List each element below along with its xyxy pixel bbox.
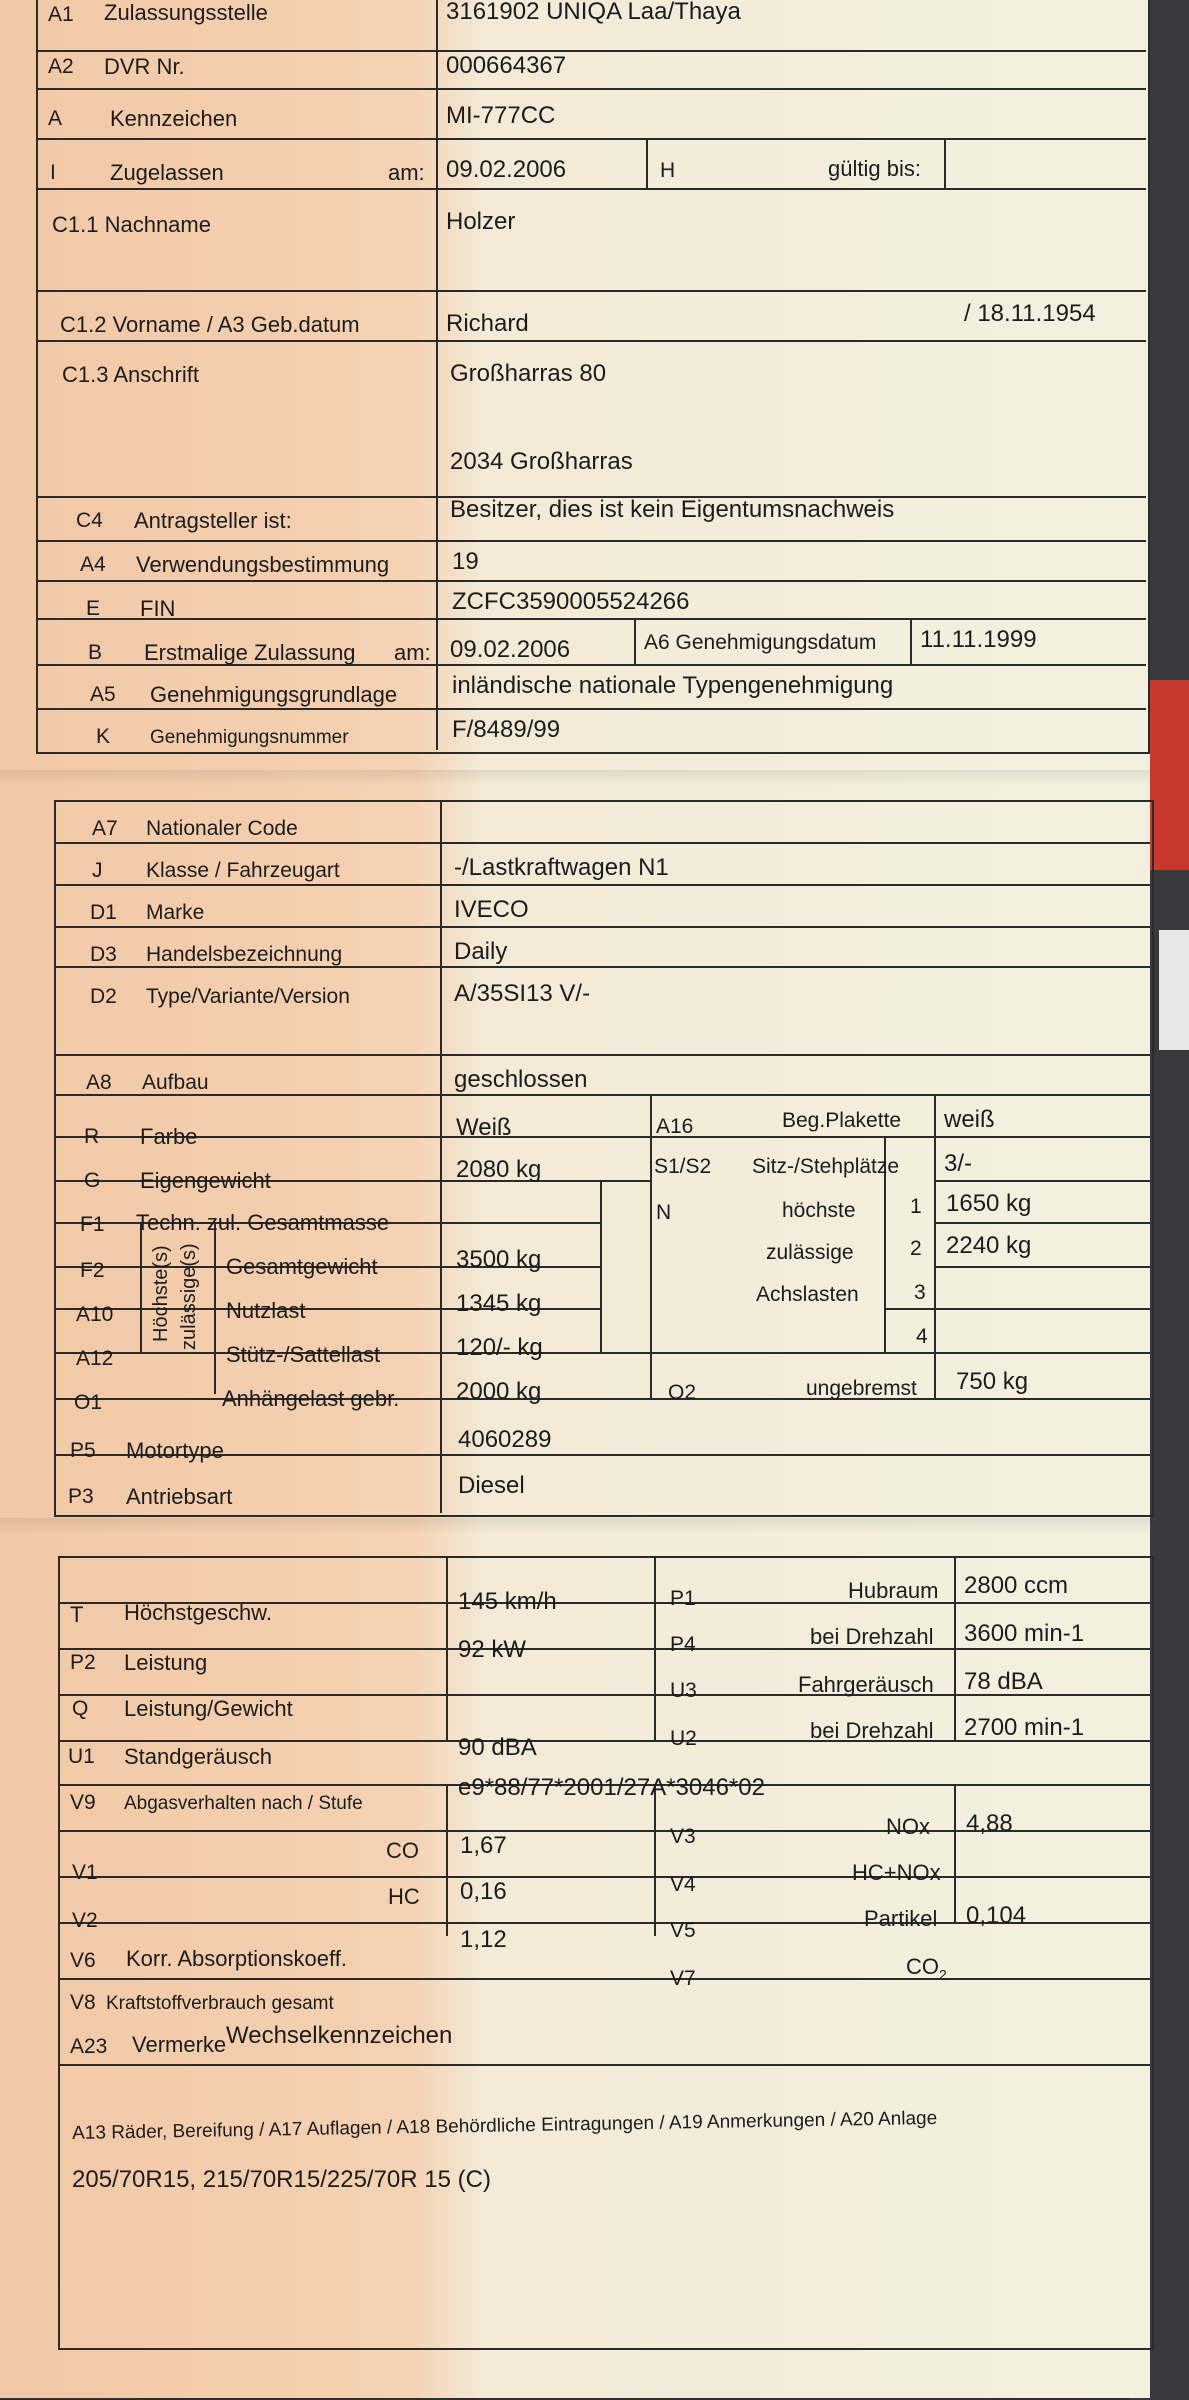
value-geburtsdatum: / 18.11.1954	[964, 300, 1096, 327]
label-genehmigungsdatum: A6 Genehmigungsdatum	[644, 631, 877, 654]
value-zulassungsstelle: 3161902 UNIQA Laa/Thaya	[446, 0, 741, 25]
value-antriebsart: Diesel	[458, 1472, 525, 1499]
value-vermerke: Wechselkennzeichen	[226, 2022, 453, 2049]
label-drehzahl-geraeusch: bei Drehzahl	[810, 1718, 934, 1743]
code-a23: A23	[70, 2035, 108, 2058]
code-p1: P1	[670, 1587, 696, 1610]
label-fahrgeraeusch: Fahrgeräusch	[798, 1672, 934, 1697]
value-leistung: 92 kW	[458, 1636, 527, 1663]
value-aufbau: geschlossen	[454, 1066, 588, 1093]
label-hoechstgeschw: Höchstgeschw.	[124, 1600, 272, 1625]
code-a: A	[48, 107, 63, 130]
code-r: R	[84, 1125, 100, 1148]
value-klasse: -/Lastkraftwagen N1	[454, 854, 669, 881]
code-u1: U1	[68, 1745, 95, 1768]
value-sitzplaetze: 3/-	[944, 1150, 973, 1177]
value-fin: ZCFC3590005524266	[452, 588, 690, 615]
axle-1-no: 1	[910, 1195, 922, 1218]
label-gesamtgewicht: Gesamtgewicht	[226, 1254, 378, 1279]
code-k: K	[96, 725, 111, 748]
value-antragsteller: Besitzer, dies ist kein Eigentumsnachweis	[450, 496, 895, 523]
document-section-2	[0, 770, 1150, 1525]
label-nationaler-code: Nationaler Code	[146, 817, 298, 840]
code-h: H	[660, 159, 676, 182]
label-co2-main: CO	[906, 1954, 939, 1979]
value-marke: IVECO	[454, 896, 529, 923]
label-beg-plakette: Beg.Plakette	[782, 1109, 902, 1132]
value-vorname: Richard	[446, 310, 529, 337]
label-nox: NOx	[886, 1814, 930, 1839]
label-hc: HC	[388, 1884, 420, 1909]
value-hubraum: 2800 ccm	[964, 1572, 1069, 1599]
value-nachname: Holzer	[446, 208, 516, 235]
code-p4: P4	[670, 1633, 696, 1656]
value-zugelassen-date: 09.02.2006	[446, 156, 567, 183]
code-e: E	[86, 597, 101, 620]
value-genehmigungsnummer: F/8489/99	[452, 716, 561, 743]
value-genehmigungsgrundlage: inländische nationale Typengenehmigung	[452, 672, 894, 699]
value-farbe: Weiß	[456, 1114, 512, 1141]
axle-3-no: 3	[914, 1281, 926, 1304]
value-anschrift-ort: 2034 Großharras	[450, 448, 633, 475]
label-anhaengelast: Anhängelast gebr.	[222, 1386, 400, 1411]
label-leistung: Leistung	[124, 1650, 208, 1675]
value-stuetzlast: 120/- kg	[456, 1334, 543, 1361]
code-a1: A1	[48, 3, 74, 26]
value-beg-plakette: weiß	[944, 1106, 995, 1133]
code-a2: A2	[48, 55, 74, 78]
value-drehzahl-geraeusch: 2700 min-1	[964, 1714, 1085, 1741]
code-t: T	[70, 1602, 84, 1627]
label-a13-raeder-bereifung: A13 Räder, Bereifung / A17 Auflagen / A18 Behördliche Eintragungen / A19 Anmerkungen / A20 Anlage	[71, 2107, 938, 2144]
label-nutzlast: Nutzlast	[226, 1298, 306, 1323]
label-genehmigungsnummer: Genehmigungsnummer	[150, 727, 349, 748]
value-nutzlast: 1345 kg	[456, 1290, 542, 1317]
label-achslasten: Achslasten	[756, 1283, 859, 1306]
label-am: am:	[388, 160, 425, 185]
code-a7: A7	[92, 817, 118, 840]
code-a5: A5	[90, 683, 116, 706]
label-hubraum: Hubraum	[848, 1578, 939, 1603]
code-b: B	[88, 641, 103, 664]
value-co: 1,67	[460, 1832, 507, 1859]
label-hoechstes-rotated: Höchste(s)	[150, 1245, 172, 1342]
label-antragsteller: Antragsteller ist:	[134, 508, 292, 533]
code-f2: F2	[80, 1259, 105, 1282]
value-kennzeichen: MI-777CC	[446, 102, 556, 129]
label-co2	[906, 1956, 947, 1981]
code-a16: A16	[656, 1115, 694, 1138]
background-red-object	[1149, 680, 1189, 870]
code-v4: V4	[670, 1873, 696, 1896]
code-a12: A12	[76, 1347, 114, 1370]
code-v6: V6	[70, 1949, 96, 1972]
label-kraftstoffverbrauch: Kraftstoffverbrauch gesamt	[106, 1993, 334, 2014]
value-standgeraeusch: 90 dBA	[458, 1734, 537, 1761]
label-standgeraeusch: Standgeräusch	[124, 1744, 272, 1769]
value-handelsbezeichnung: Daily	[454, 938, 508, 965]
label-leistung-gewicht: Leistung/Gewicht	[124, 1696, 293, 1721]
value-drehzahl-leistung: 3600 min-1	[964, 1620, 1085, 1647]
label-sitzplaetze: Sitz-/Stehplätze	[752, 1155, 900, 1178]
value-erstzulassung: 09.02.2006	[450, 636, 571, 663]
code-a8: A8	[86, 1071, 112, 1094]
code-v7: V7	[670, 1967, 696, 1990]
label-motortype: Motortype	[126, 1438, 224, 1463]
code-p2: P2	[70, 1651, 96, 1674]
label-nachname: C1.1 Nachname	[52, 212, 211, 237]
label-gueltig-bis: gültig bis:	[828, 156, 921, 181]
code-i: I	[50, 161, 56, 184]
section-2-frame	[54, 800, 1154, 1517]
value-hc: 0,16	[460, 1878, 507, 1905]
value-anhaengelast: 2000 kg	[456, 1378, 542, 1405]
code-v8: V8	[70, 1991, 96, 2014]
document-section-1	[0, 0, 1150, 780]
axle-2-no: 2	[910, 1237, 922, 1260]
code-n: N	[656, 1201, 672, 1224]
value-fahrgeraeusch: 78 dBA	[964, 1668, 1043, 1695]
code-g: G	[84, 1169, 101, 1192]
label-zulaessiges-rotated: zulässige(s)	[178, 1243, 200, 1350]
label-kennzeichen: Kennzeichen	[110, 106, 238, 131]
code-a10: A10	[76, 1303, 114, 1326]
code-v5: V5	[670, 1919, 696, 1942]
axle-4-no: 4	[916, 1325, 928, 1348]
label-genehmigungsgrundlage: Genehmigungsgrundlage	[150, 682, 398, 707]
code-j: J	[92, 859, 103, 882]
label-vermerke: Vermerke	[132, 2032, 227, 2057]
label-anschrift: C1.3 Anschrift	[62, 362, 199, 387]
label-zugelassen: Zugelassen	[110, 160, 224, 185]
label-verwendung: Verwendungsbestimmung	[136, 552, 390, 577]
label-ungebremst: ungebremst	[806, 1377, 917, 1400]
value-ungebremst: 750 kg	[956, 1368, 1029, 1395]
label-co: CO	[386, 1838, 419, 1863]
value-hoechstgeschw: 145 km/h	[458, 1588, 557, 1615]
label-co2-sub: 2	[939, 1966, 947, 1983]
code-d1: D1	[90, 901, 117, 924]
label-eigengewicht: Eigengewicht	[140, 1168, 271, 1193]
code-v1: V1	[72, 1861, 98, 1884]
label-aufbau: Aufbau	[142, 1071, 209, 1094]
code-d2: D2	[90, 985, 117, 1008]
value-type-variante: A/35SI13 V/-	[454, 980, 591, 1007]
label-marke: Marke	[146, 901, 205, 924]
axle-1-value: 1650 kg	[946, 1190, 1032, 1217]
value-dvr: 000664367	[446, 52, 567, 79]
value-abgasverhalten: e9*88/77*2001/27A*3046*02	[458, 1774, 765, 1801]
label-vorname: C1.2 Vorname / A3 Geb.datum	[60, 312, 360, 337]
label-stuetzlast: Stütz-/Sattellast	[226, 1342, 381, 1367]
code-v9: V9	[70, 1791, 96, 1814]
label-absorptionskoeff: Korr. Absorptionskoeff.	[126, 1946, 347, 1971]
code-v3: V3	[670, 1825, 696, 1848]
value-bereifung: 205/70R15, 215/70R15/225/70R 15 (C)	[72, 2166, 491, 2193]
label-hoechste: höchste	[782, 1199, 856, 1222]
value-motortype: 4060289	[458, 1426, 552, 1453]
label-antriebsart: Antriebsart	[126, 1484, 233, 1509]
label-erstmalige-zulassung: Erstmalige Zulassung	[144, 640, 356, 665]
label-techn-gesamtmasse: Techn. zul. Gesamtmasse	[136, 1210, 390, 1235]
code-a4: A4	[80, 553, 106, 576]
value-eigengewicht: 2080 kg	[456, 1156, 542, 1183]
label-abgasverhalten: Abgasverhalten nach / Stufe	[124, 1793, 363, 1814]
code-f1: F1	[80, 1213, 105, 1236]
value-gesamtgewicht: 3500 kg	[456, 1246, 542, 1273]
value-absorptionskoeff: 1,12	[460, 1926, 507, 1953]
value-verwendung: 19	[452, 548, 479, 575]
code-u3: U3	[670, 1679, 697, 1702]
value-genehmigungsdatum: 11.11.1999	[920, 626, 1037, 653]
label-klasse: Klasse / Fahrzeugart	[146, 859, 340, 882]
value-partikel: 0,104	[966, 1902, 1027, 1929]
code-d3: D3	[90, 943, 117, 966]
code-p5: P5	[70, 1439, 96, 1462]
label-type-variante: Type/Variante/Version	[146, 985, 350, 1008]
axle-2-value: 2240 kg	[946, 1232, 1032, 1259]
code-v2: V2	[72, 1909, 98, 1932]
value-anschrift-strasse: Großharras 80	[450, 360, 607, 387]
label-handelsbezeichnung: Handelsbezeichnung	[146, 943, 343, 966]
label-zulassungsstelle: Zulassungsstelle	[104, 0, 268, 25]
label-erstzulassung-am: am:	[394, 640, 431, 665]
label-hc-nox: HC+NOx	[852, 1860, 941, 1885]
value-nox: 4,88	[966, 1810, 1013, 1837]
label-partikel: Partikel	[864, 1906, 938, 1931]
code-q: Q	[72, 1697, 89, 1720]
code-o2: O2	[668, 1381, 697, 1404]
label-zulaessige: zulässige	[766, 1241, 854, 1264]
code-p3: P3	[68, 1485, 94, 1508]
label-farbe: Farbe	[140, 1124, 198, 1149]
code-o1: O1	[74, 1391, 103, 1414]
background-white-object	[1159, 930, 1189, 1050]
code-u2: U2	[670, 1727, 697, 1750]
label-fin: FIN	[140, 596, 176, 621]
label-dvr: DVR Nr.	[104, 54, 185, 79]
code-c4: C4	[76, 509, 103, 532]
document-section-3	[0, 1518, 1150, 2398]
label-drehzahl-leistung: bei Drehzahl	[810, 1624, 934, 1649]
code-s1-s2: S1/S2	[654, 1155, 712, 1178]
